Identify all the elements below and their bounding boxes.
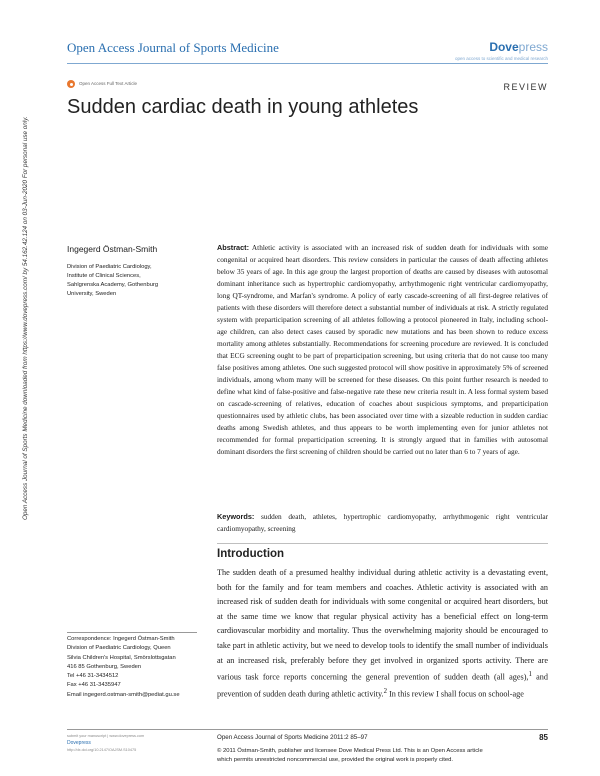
open-access-text: Open Access Full Text Article xyxy=(79,81,137,87)
page-number: 85 xyxy=(539,733,548,742)
header-divider xyxy=(67,63,548,64)
keywords-text: sudden death, athletes, hypertrophic cardiomyopathy, arrhythmogenic right ventricular cardiomyopathy, screening xyxy=(217,512,549,533)
reference-marker: 1 xyxy=(528,671,532,679)
article-type: REVIEW xyxy=(503,82,548,92)
publisher-name-bold: Dove xyxy=(489,40,519,54)
publisher-name-light: press xyxy=(518,40,548,54)
affiliation-line: Institute of Clinical Sciences, xyxy=(67,273,141,279)
abstract-divider xyxy=(217,543,548,544)
correspondence xyxy=(67,635,202,700)
affiliation-line: Sahlgrenska Academy, Gothenburg xyxy=(67,282,159,288)
footer-citation: Open Access Journal of Sports Medicine 2011:2 85–97 xyxy=(217,734,368,741)
open-access-label xyxy=(67,80,137,88)
correspondence-line: Silvia Children's Hospital, Smörslottsgatan xyxy=(67,654,176,661)
footer-submit-block xyxy=(67,733,144,754)
footer-copyright xyxy=(217,747,548,764)
publisher-tagline: open access to scientific and medical research xyxy=(454,56,548,61)
keywords xyxy=(217,511,548,535)
correspondence-line: Correspondence: Ingegerd Östman-Smith xyxy=(67,636,175,642)
correspondence-divider xyxy=(67,632,197,633)
correspondence-line: Tel +46 31-3434512 xyxy=(67,673,119,680)
introduction-heading: Introduction xyxy=(217,548,285,560)
submit-link[interactable]: submit your manuscript | www.dovepress.com xyxy=(67,734,145,738)
doi-link[interactable]: http://dx.doi.org/10.2147/OAJSM.S10475 xyxy=(67,748,137,752)
abstract-text: Athletic activity is associated with an increased risk of sudden death for individuals with some congenital or acquired heart disorders. This review considers in particular the causes of death affecting athletes below 35 years of age. In this age group the largest proportion of deaths are caused by diseases with autosomal dominant inheritance such as hypertrophic cardiomyopathy, arrhythmogenic right ventricular cardiomyopathy, long QT-syndrome, and Marfan's syndrome. A policy of early cascade-screening of all first-degree relatives of patients with these disorders will therefore detect a substantial number of individuals at risk. A strictly regulated system with preparticipation screening of all athletes following a protocol pioneered in Italy, including school-age children, can also detect cases caused by sporadic new mutations and has been shown to reduce excess mortality among athletes substantially. Recommendations for screening procedure are reviewed. It is concluded that ECG screening ought to be part of preparticipation screening, but using criteria that do not cause too many false positives among athletes. One such suggested protocol will show positive in approximately 5% of screened individuals, among whom many will be screened for these diseases. On this point further research is needed to define what kind of false-positive and false-negative rate these new criteria result in. A less formal system based on cascade-screening of relatives, education of coaches about suspicious symptoms, and preparticipation questionnaires used by athletic clubs, has been associated over time with a sizeable reduction in sudden cardiac deaths among Swedish athletes, and thus appears to be worth implementing even for junior athletes not recommended for formal preparticipation screening. It is strongly argued that in families with autosomal dominant disorders the first screening of children should be carried out no later than 6 to 7 years of age. xyxy=(217,243,549,456)
affiliation-line: Division of Paediatric Cardiology, xyxy=(67,264,152,270)
abstract-label: Abstract: xyxy=(217,243,250,252)
open-access-icon xyxy=(67,80,75,88)
side-download-note: Open Access Journal of Sports Medicine downloaded from https://www.dovepress.com/ by 54.162.42.124 on 03-Jun-2020 For personal use only. xyxy=(22,116,29,520)
introduction-body xyxy=(217,566,548,703)
copyright-line: © 2011 Östman-Smith, publisher and licensee Dove Medical Press Ltd. This is an Open Access article xyxy=(217,748,483,754)
copyright-line: which permits unrestricted noncommercial use, provided the original work is properly cited. xyxy=(217,756,454,763)
footer-dovepress-logo: Dovepress xyxy=(67,740,91,746)
abstract xyxy=(217,242,548,458)
correspondence-line: Division of Paediatric Cardiology, Queen xyxy=(67,645,171,652)
footer-divider xyxy=(67,729,548,730)
journal-title: Open Access Journal of Sports Medicine xyxy=(67,40,279,55)
article-title: Sudden cardiac death in young athletes xyxy=(67,96,419,118)
intro-text: In this review I shall focus on school-age xyxy=(387,690,524,700)
publisher-logo xyxy=(489,40,548,54)
correspondence-line: 416 85 Gothenburg, Sweden xyxy=(67,663,142,670)
affiliation-line: University, Sweden xyxy=(67,291,117,297)
correspondence-email[interactable]: Email ingegerd.ostman-smith@pediat.gu.se xyxy=(67,691,180,698)
author-name: Ingegerd Östman-Smith xyxy=(67,244,158,254)
correspondence-line: Fax +46 31-3435947 xyxy=(67,682,121,689)
intro-text: The sudden death of a presumed healthy individual during athletic activity is a devastating event, both for the family and for team members and coaches. Athletic activity is associated with an increased risk of sudden death for individuals with some congenital or acquired heart disorders, but at the same time we know that regular physical activity has a beneficial effect on long-term cardiovascular morbidity and mortality. Thus the overwhelming majority should be encouraged to take part in athletic activity, but we need to develop tools to identify the small number of individuals at an increased risk, preferably before they get involved in organized sports activity. There are various task force reports concerning the general prevention of sudden death (all ages), xyxy=(217,568,548,682)
keywords-label: Keywords: xyxy=(217,512,255,521)
intro-text: and prevention of sudden death during athletic activity. xyxy=(217,672,548,700)
reference-marker: 2 xyxy=(383,688,388,696)
author-affiliation xyxy=(67,263,197,299)
